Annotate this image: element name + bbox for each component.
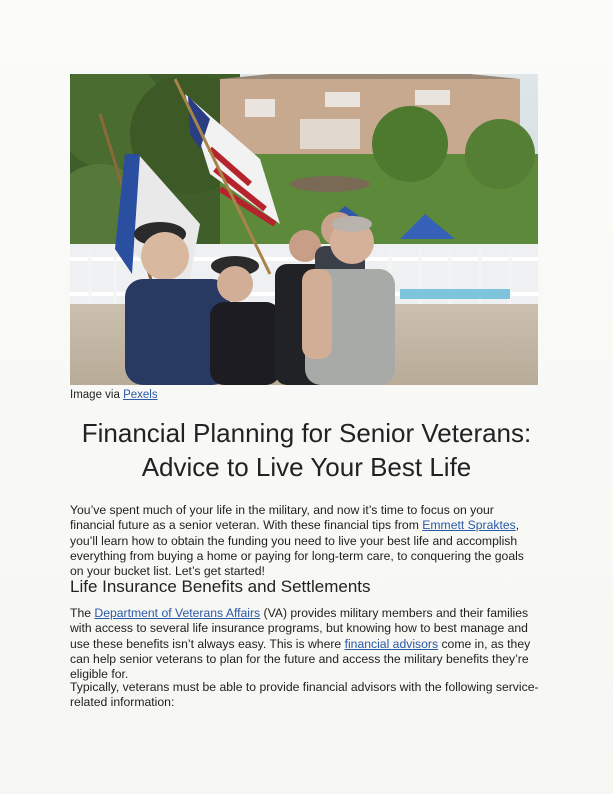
section1-text-3: come in, as they can help senior veterans to plan for the future and access the military benefits they’re eligible for. bbox=[70, 636, 531, 682]
section1-text-2: (VA) provides military members and their families with access to several life insurance programs, but knowing how to best manage and use these benefits isn’t always easy. This is where bbox=[70, 606, 529, 651]
financial-advisors-link[interactable]: financial advisors bbox=[344, 636, 439, 651]
veterans-photo-illustration bbox=[70, 74, 538, 385]
intro-text-2: , you’ll learn how to obtain the funding you need to live your best life and accomplish everything from buying a home or paying for long-term care, to conquering the goals on your bucket list. Let’s get started! bbox=[70, 518, 524, 579]
veterans-affairs-link[interactable]: Department of Veterans Affairs bbox=[94, 606, 261, 620]
life-insurance-paragraph bbox=[70, 606, 540, 682]
intro-text-1: You’ve spent much of your life in the military, and now it’s time to focus on your financial future as a senior veteran. With these financial tips from bbox=[70, 503, 494, 533]
page-title bbox=[40, 416, 573, 484]
pexels-link[interactable]: Pexels bbox=[123, 389, 158, 401]
title-line-2: Advice to Live Your Best Life bbox=[141, 452, 472, 482]
section-heading-life-insurance: Life Insurance Benefits and Settlements bbox=[70, 577, 371, 596]
veterans-photo bbox=[70, 74, 538, 385]
section1-text-1: The bbox=[70, 606, 95, 620]
title-line-1: Financial Planning for Senior Veterans: bbox=[81, 418, 532, 448]
image-caption bbox=[70, 389, 158, 401]
emmett-spraktes-link[interactable]: Emmett Spraktes bbox=[422, 518, 516, 533]
caption-text: Image via bbox=[70, 389, 124, 401]
service-info-paragraph: Typically, veterans must be able to provide financial advisors with the following service-related information: bbox=[70, 680, 539, 710]
intro-paragraph bbox=[70, 503, 540, 579]
